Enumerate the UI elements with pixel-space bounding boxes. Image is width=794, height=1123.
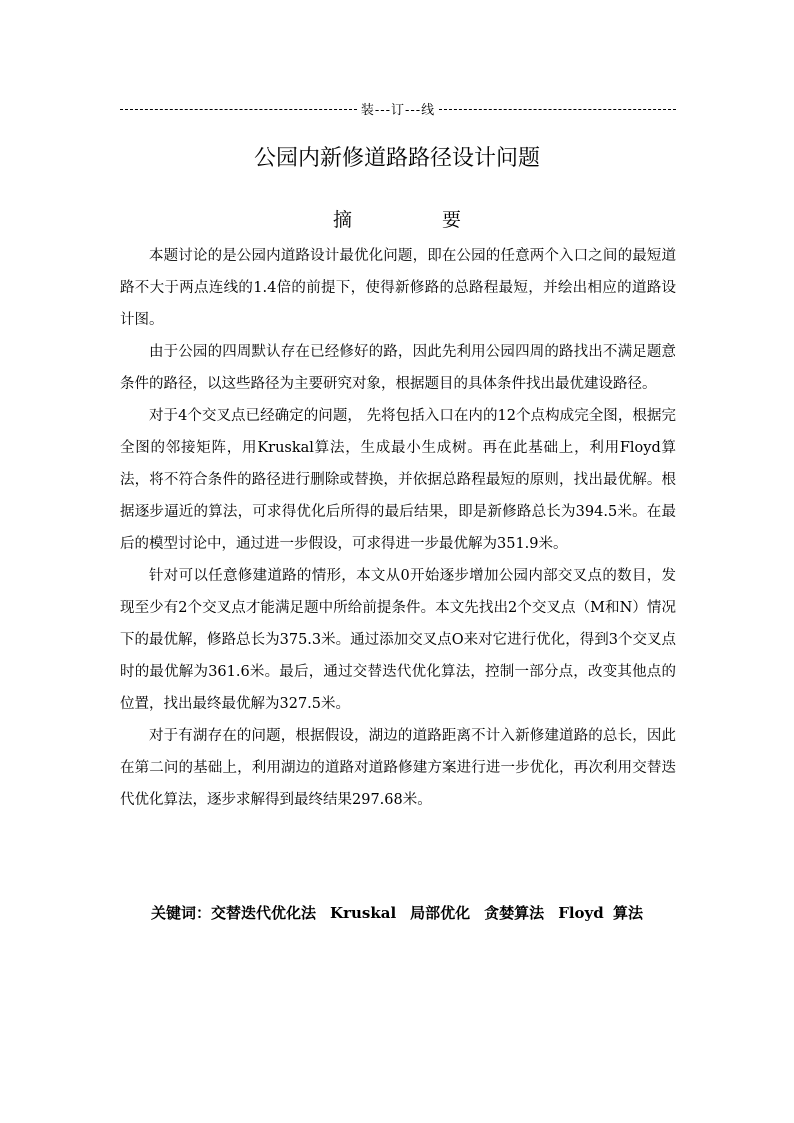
abstract-paragraph-1: 本题讨论的是公园内道路设计最优化问题，即在公园的任意两个入口之间的最短道路不大于两点连线的1.4倍的前提下，使得新修路的总路程最短，并绘出相应的道路设计图。 [120,248,676,328]
abstract-body [120,240,676,816]
abstract-paragraph-4: 针对可以任意修建道路的情形，本文从0开始逐步增加公园内部交叉点的数目，发现至少有2个交叉点才能满足题中所给前提条件。本文先找出2个交叉点（M和N）情况下的最优解，修路总长为375.3米。通过添加交叉点O来对它进行优化，得到3个交叉点时的最优解为361.6米。最后，通过交替迭代优化算法，控制一部分点，改变其他点的位置，找出最终最优解为327.5米。 [120,568,676,712]
abstract-paragraph-3: 对于4个交叉点已经确定的问题， 先将包括入口在内的12个点构成完全图，根据完全图的邻接矩阵，用Kruskal算法，生成最小生成树。再在此基础上，利用Floyd算法，将不符合条件的路径进行删除或替换，并依据总路程最短的原则，找出最优解。根据逐步逼近的算法，可求得优化后所得的最后结果，即是新修路总长为394.5米。在最后的模型讨论中，通过进一步假设，可求得进一步最优解为351.9米。 [120,408,676,552]
binding-dash-right [439,109,676,110]
abstract-paragraph-2: 由于公园的四周默认存在已经修好的路，因此先利用公园四周的路找出不满足题意条件的路径，以这些路径为主要研究对象，根据题目的具体条件找出最优建设路径。 [120,344,676,392]
abstract-heading: 摘要 [332,209,551,231]
binding-line [120,99,676,117]
keywords-line [0,897,794,929]
keyword-item: 交替迭代优化法 [211,904,317,922]
keyword-item: Floyd 算法 [558,904,643,922]
paper-title: 公园内新修道路路径设计问题 [253,146,540,171]
abstract-paragraph-5: 对于有湖存在的问题，根据假设，湖边的道路距离不计入新修建道路的总长，因此在第二问的基础上，利用湖边的道路对道路修建方案进行进一步优化，再次利用交替迭代优化算法，逐步求解得到最终结果297.68米。 [120,728,676,808]
keyword-item: Kruskal [330,904,397,922]
binding-line-label: 装---订---线 [360,102,436,117]
binding-dash-left [120,109,357,110]
keyword-item: 局部优化 [410,904,471,922]
keyword-item: 贪婪算法 [484,904,545,922]
keywords-label: 关键词： [151,904,212,922]
